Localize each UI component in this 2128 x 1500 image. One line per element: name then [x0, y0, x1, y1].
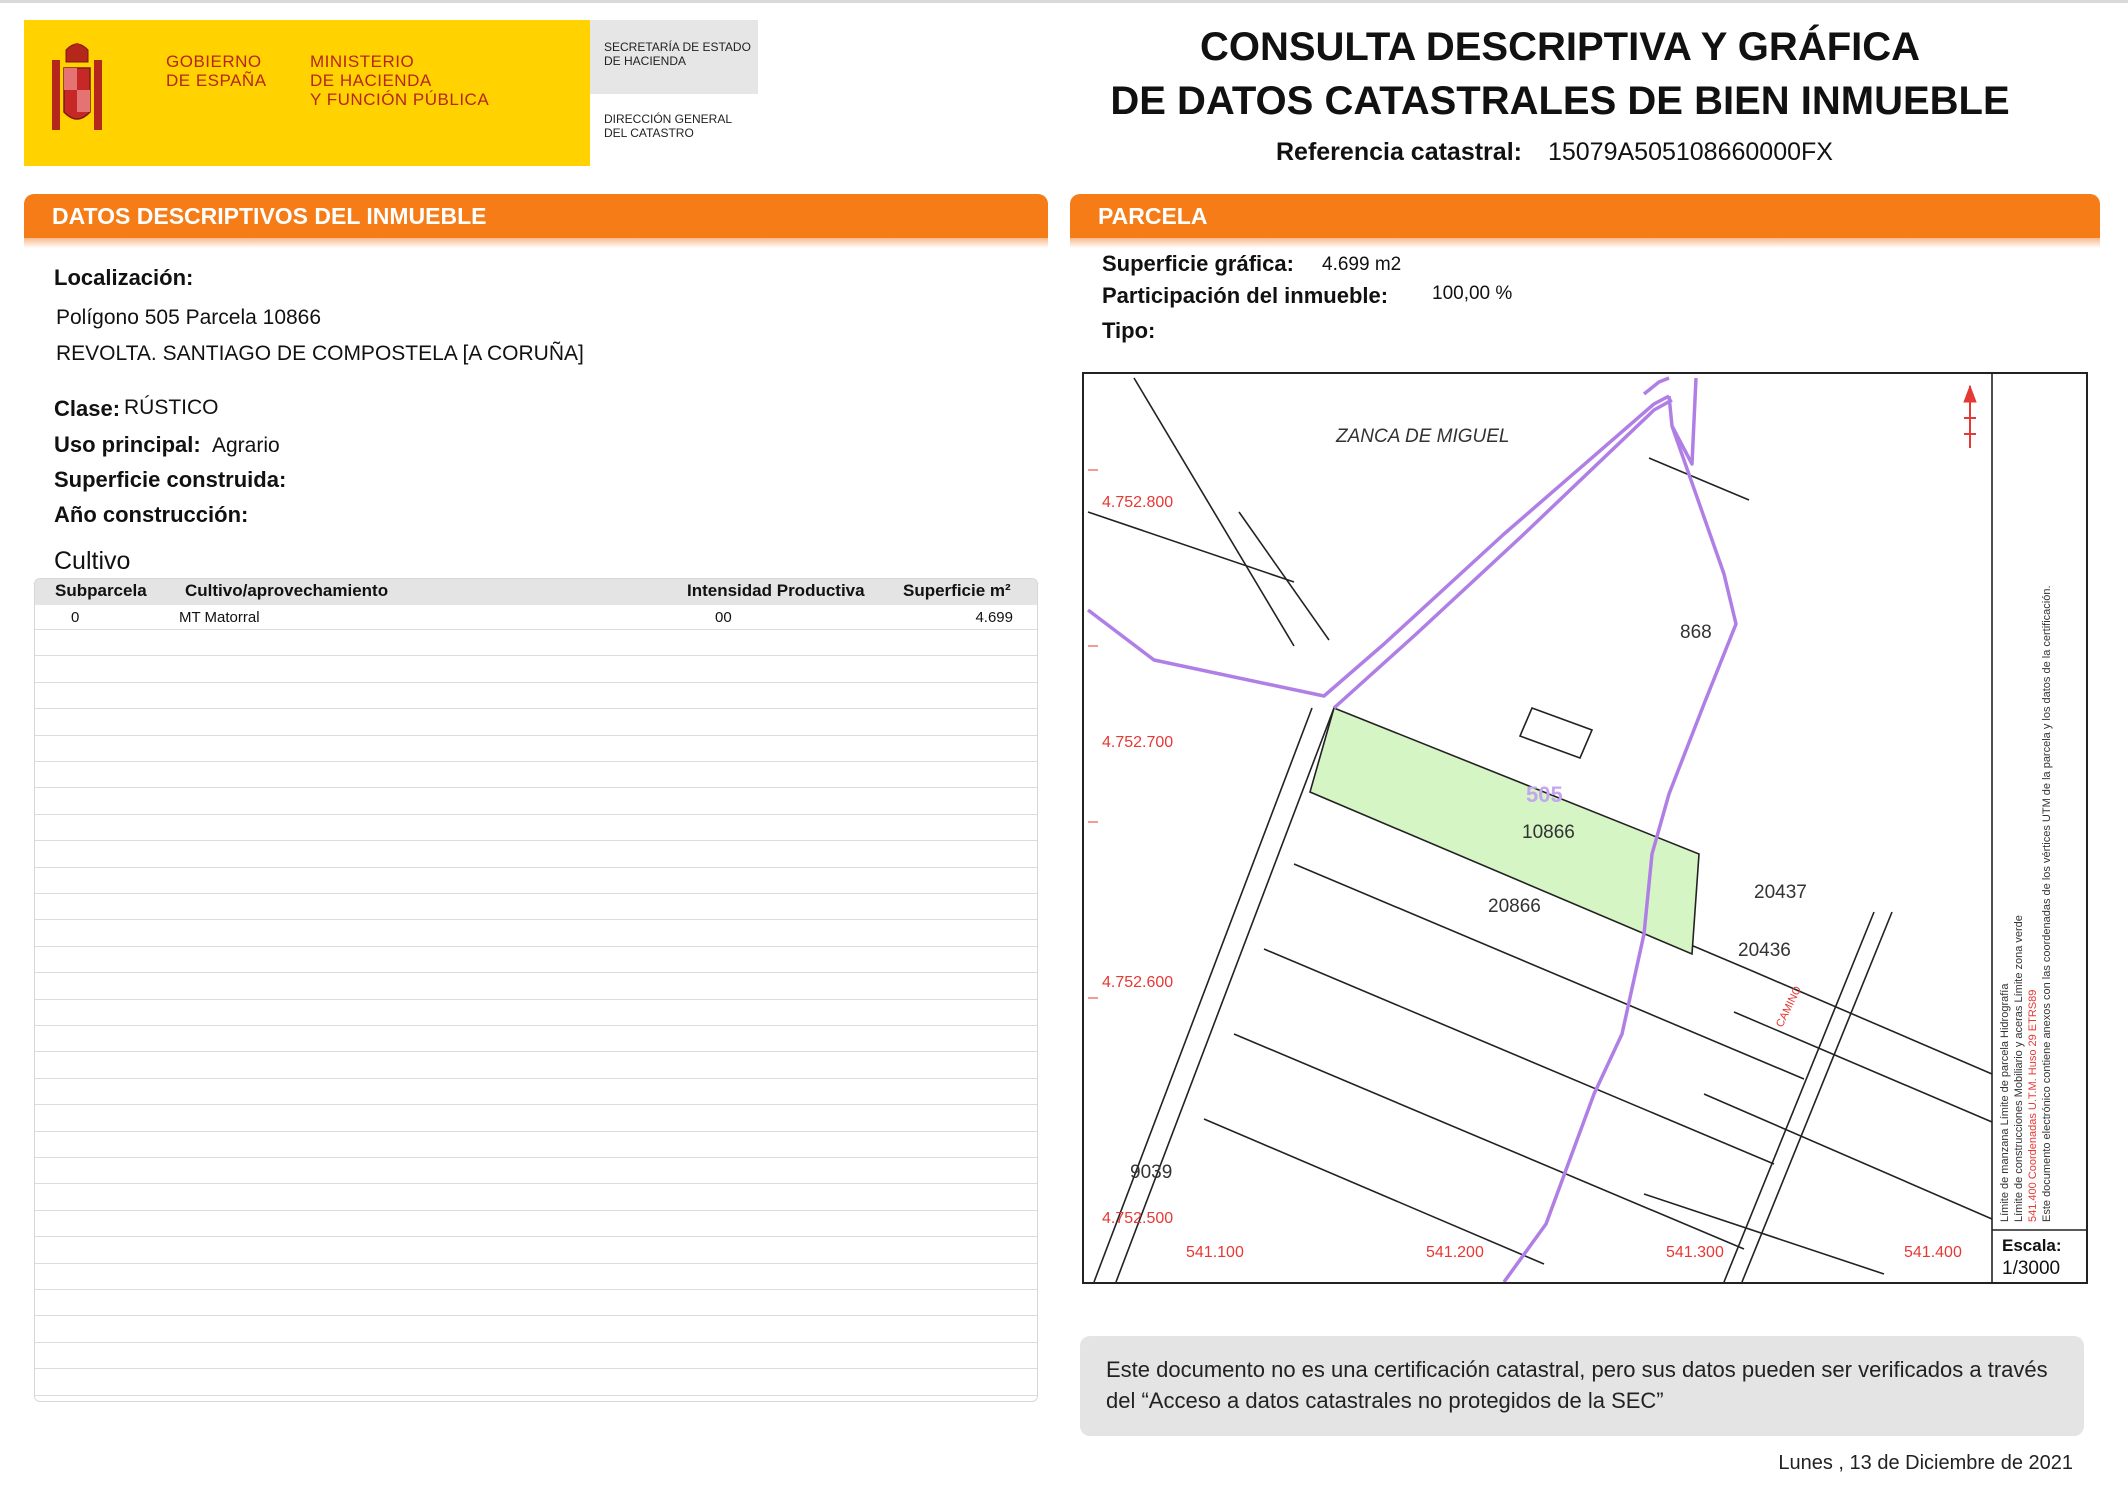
top-border [0, 0, 2128, 3]
legend-note: Este documento electrónico contiene anexos con las coordenadas de los vértices UTM de la parcela y los datos de la certificación. [2041, 585, 2053, 1222]
localizacion-label: Localización: [54, 265, 194, 290]
table-row-line [35, 999, 1037, 1000]
superficie-grafica-label: Superficie gráfica: [1102, 251, 1294, 276]
superficie-construida-label: Superficie construida: [54, 467, 287, 492]
table-row-line [35, 1051, 1037, 1052]
map-parcel-label: 20436 [1738, 940, 1791, 961]
polygon-boundary [1644, 378, 1669, 394]
map-parcel-label: 20866 [1488, 896, 1541, 917]
table-row-line [35, 735, 1037, 736]
col-intensidad: Intensidad Productiva [687, 581, 865, 600]
table-row-line [35, 1342, 1037, 1343]
building-outline [1520, 708, 1592, 758]
y-coord-label: 4.752.800 [1102, 494, 1174, 511]
localizacion-line1: Polígono 505 Parcela 10866 [56, 306, 322, 329]
x-coord-label: 541.100 [1186, 1244, 1244, 1261]
table-row-line [35, 682, 1037, 683]
ref-value: 15079A505108660000FX [1547, 138, 1833, 166]
parcel-line [1234, 1034, 1744, 1249]
table-row-line [35, 1289, 1037, 1290]
table-row-line [35, 1157, 1037, 1158]
map-place-name: ZANCA DE MIGUEL [1336, 426, 1510, 447]
table-row-line [35, 787, 1037, 788]
y-coord-label: 4.752.700 [1102, 734, 1174, 751]
x-coord-label: 541.400 [1904, 1244, 1962, 1261]
map-road-label: CAMINO [1774, 984, 1805, 1030]
parcel-line [1644, 1194, 1884, 1274]
escala-label: Escala: [2002, 1236, 2062, 1255]
secretaria-text: SECRETARÍA DE ESTADO DE HACIENDA [604, 40, 751, 68]
uso-value: Agrario [212, 434, 280, 457]
table-row-line [35, 1183, 1037, 1184]
clase-label: Clase: [54, 396, 121, 421]
header-shadow-left [24, 238, 1048, 248]
section-header-parcela: PARCELA [1070, 194, 2100, 238]
map-drawing [1084, 374, 2086, 1282]
clase-value: RÚSTICO [124, 396, 219, 419]
map-parcel-label: 868 [1680, 622, 1712, 643]
tipo-label: Tipo: [1102, 318, 1156, 343]
disclaimer-notice: Este documento no es una certificación catastral, pero sus datos pueden ser verificados a través del “Acceso a datos catastrales no protegidos de la SEC” [1080, 1336, 2084, 1436]
table-row-line [35, 1315, 1037, 1316]
superficie-grafica-value: 4.699 m2 [1322, 254, 1402, 275]
table-row-line [35, 708, 1037, 709]
table-row-line [35, 655, 1037, 656]
direccion-general-text: DIRECCIÓN GENERAL DEL CATASTRO [604, 112, 733, 140]
table-row-line [35, 840, 1037, 841]
x-coord-label: 541.300 [1666, 1244, 1724, 1261]
road-edge [1724, 912, 1874, 1282]
parcel-line [1704, 1094, 1992, 1219]
table-cell: MT Matorral [179, 609, 260, 626]
cultivo-table [34, 578, 1038, 1402]
header-shadow-right [1070, 238, 2100, 248]
table-cell: 4.699 [975, 609, 1013, 626]
participacion-value: 100,00 % [1432, 283, 1513, 304]
y-coord-label: 4.752.500 [1102, 1210, 1174, 1227]
parcel-line [1134, 378, 1294, 646]
road-edge [1742, 912, 1892, 1282]
parcel-line [1204, 1119, 1544, 1264]
anio-construccion-label: Año construcción: [54, 502, 249, 527]
table-row-line [35, 1210, 1037, 1211]
uso-label: Uso principal: [54, 432, 201, 457]
ref-label: Referencia catastral: [1276, 138, 1522, 166]
table-row-line [35, 761, 1037, 762]
parcel-line [1649, 458, 1749, 500]
map-legend [1998, 392, 2082, 1222]
y-coord-label: 4.752.600 [1102, 974, 1174, 991]
table-row-line [35, 1263, 1037, 1264]
road-edge [1094, 708, 1312, 1282]
parcel-line [1734, 1012, 1992, 1122]
parcel-map[interactable] [1082, 372, 2088, 1284]
col-cultivo: Cultivo/aprovechamiento [185, 581, 389, 600]
parcel-line [1264, 949, 1774, 1164]
table-row-line [35, 1131, 1037, 1132]
legend-symbols-1: Límite de manzana Límite de parcela Hidrografía [1999, 983, 2011, 1222]
ministerio-text: MINISTERIO DE HACIENDA Y FUNCIÓN PÚBLICA [310, 52, 490, 109]
parcel-line [1294, 864, 1804, 1079]
map-polygon-label: 505 [1526, 782, 1563, 807]
coord-ticks [1088, 470, 1098, 998]
table-row-line [35, 1395, 1037, 1396]
legend-coord-note: 541.400 Coordenadas U.T.M. Huso 29 ETRS89 [2027, 989, 2039, 1222]
table-row-line [35, 1104, 1037, 1105]
table-row-line [35, 814, 1037, 815]
table-row-line [35, 1236, 1037, 1237]
col-subparcela: Subparcela [55, 581, 147, 600]
road-edge [1116, 708, 1334, 1282]
table-row-line [35, 867, 1037, 868]
gobierno-logo-background [24, 20, 590, 166]
table-row-line [35, 972, 1037, 973]
map-parcel-label: 9039 [1130, 1162, 1173, 1183]
table-row-line [35, 893, 1037, 894]
col-superficie: Superficie m² [903, 581, 1011, 600]
table-row-line [35, 1025, 1037, 1026]
table-cell: 0 [71, 609, 80, 626]
map-parcel-label: 10866 [1522, 822, 1575, 843]
coat-of-arms-icon [48, 40, 106, 140]
table-row-line [35, 629, 1037, 630]
table-row-line [35, 1078, 1037, 1079]
map-parcel-label: 20437 [1754, 882, 1807, 903]
table-row-line [35, 1368, 1037, 1369]
x-coord-label: 541.200 [1426, 1244, 1484, 1261]
escala-value: 1/3000 [2002, 1258, 2061, 1279]
table-row-line [35, 946, 1037, 947]
section-header-datos: DATOS DESCRIPTIVOS DEL INMUEBLE [24, 194, 1048, 238]
page-title: CONSULTA DESCRIPTIVA Y GRÁFICA DE DATOS CATASTRALES DE BIEN INMUEBLE [1110, 25, 2010, 123]
participacion-label: Participación del inmueble: [1102, 283, 1389, 308]
localizacion-line2: REVOLTA. SANTIAGO DE COMPOSTELA [A CORUÑA] [56, 342, 584, 365]
legend-symbols-2: Límite de construcciones Mobiliario y aceras Límite zona verde [2013, 915, 2025, 1222]
gobierno-espana-text: GOBIERNO DE ESPAÑA [166, 52, 267, 90]
referencia-catastral [1276, 138, 1833, 167]
document-date: Lunes , 13 de Diciembre de 2021 [1778, 1452, 2073, 1474]
north-arrow-icon [1964, 386, 1976, 448]
cultivo-title: Cultivo [54, 547, 131, 575]
table-cell: 00 [715, 609, 732, 626]
table-row-line [35, 919, 1037, 920]
